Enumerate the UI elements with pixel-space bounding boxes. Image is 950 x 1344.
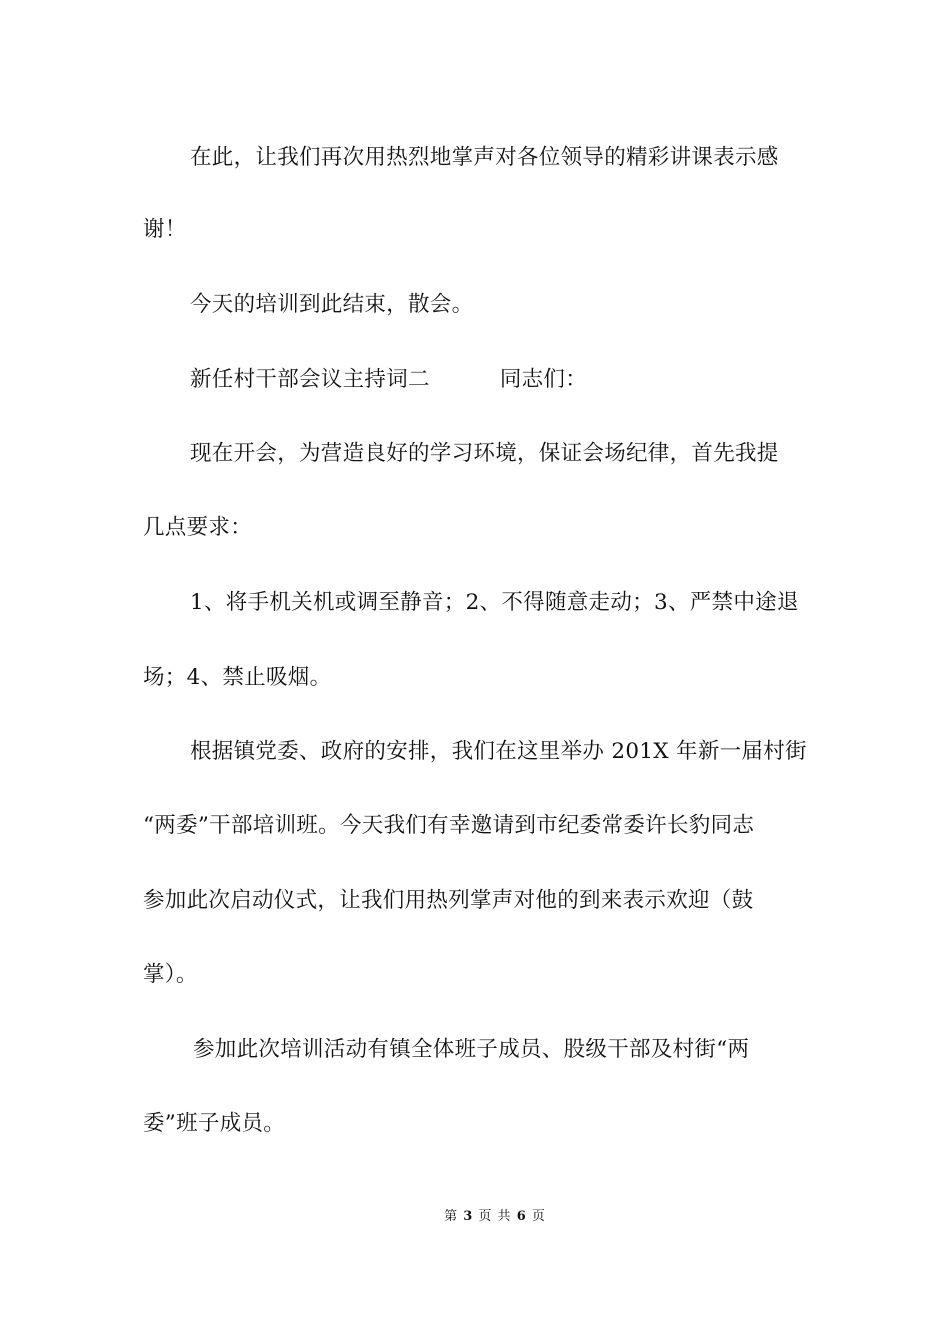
section-title-line xyxy=(190,365,860,395)
paragraph-line: 在此，让我们再次用热烈地掌声对各位领导的精彩讲课表示感 xyxy=(190,145,779,170)
paragraph-line: 今天的培训到此结束，散会。 xyxy=(190,292,474,317)
salutation: 同志们： xyxy=(499,367,588,392)
paragraph-line: 掌）。 xyxy=(143,962,198,987)
paragraph-line: 场；4、禁止吸烟。 xyxy=(143,665,332,690)
paragraph-line: 现在开会，为营造良好的学习环境，保证会场纪律，首先我提 xyxy=(190,441,779,466)
footer-suffix: 页 xyxy=(531,1209,546,1224)
paragraph-line: 委”班子成员。 xyxy=(143,1111,286,1136)
page-footer xyxy=(0,1208,950,1226)
paragraph-line: “两委”干部培训班。今天我们有幸邀请到市纪委常委许长豹同志 xyxy=(143,813,755,838)
paragraph-line: 1、将手机关机或调至静音；2、不得随意走动；3、严禁中途退 xyxy=(190,590,799,615)
footer-page-number: 3 xyxy=(463,1209,474,1224)
footer-prefix: 第 xyxy=(444,1209,459,1224)
paragraph-line: 参加此次启动仪式，让我们用热列掌声对他的到来表示欢迎（鼓 xyxy=(143,888,754,913)
paragraph-line: 参加此次培训活动有镇全体班子成员、股级干部及村街“两 xyxy=(193,1037,750,1062)
paragraph-line: 谢！ xyxy=(143,217,187,242)
footer-total-pages: 6 xyxy=(516,1209,527,1224)
footer-middle: 页 共 xyxy=(478,1209,512,1224)
paragraph-line: 根据镇党委、政府的安排，我们在这里举办 201X 年新一届村街 xyxy=(190,739,807,764)
paragraph-line: 几点要求： xyxy=(143,515,253,540)
section-title: 新任村干部会议主持词二 xyxy=(190,367,430,392)
